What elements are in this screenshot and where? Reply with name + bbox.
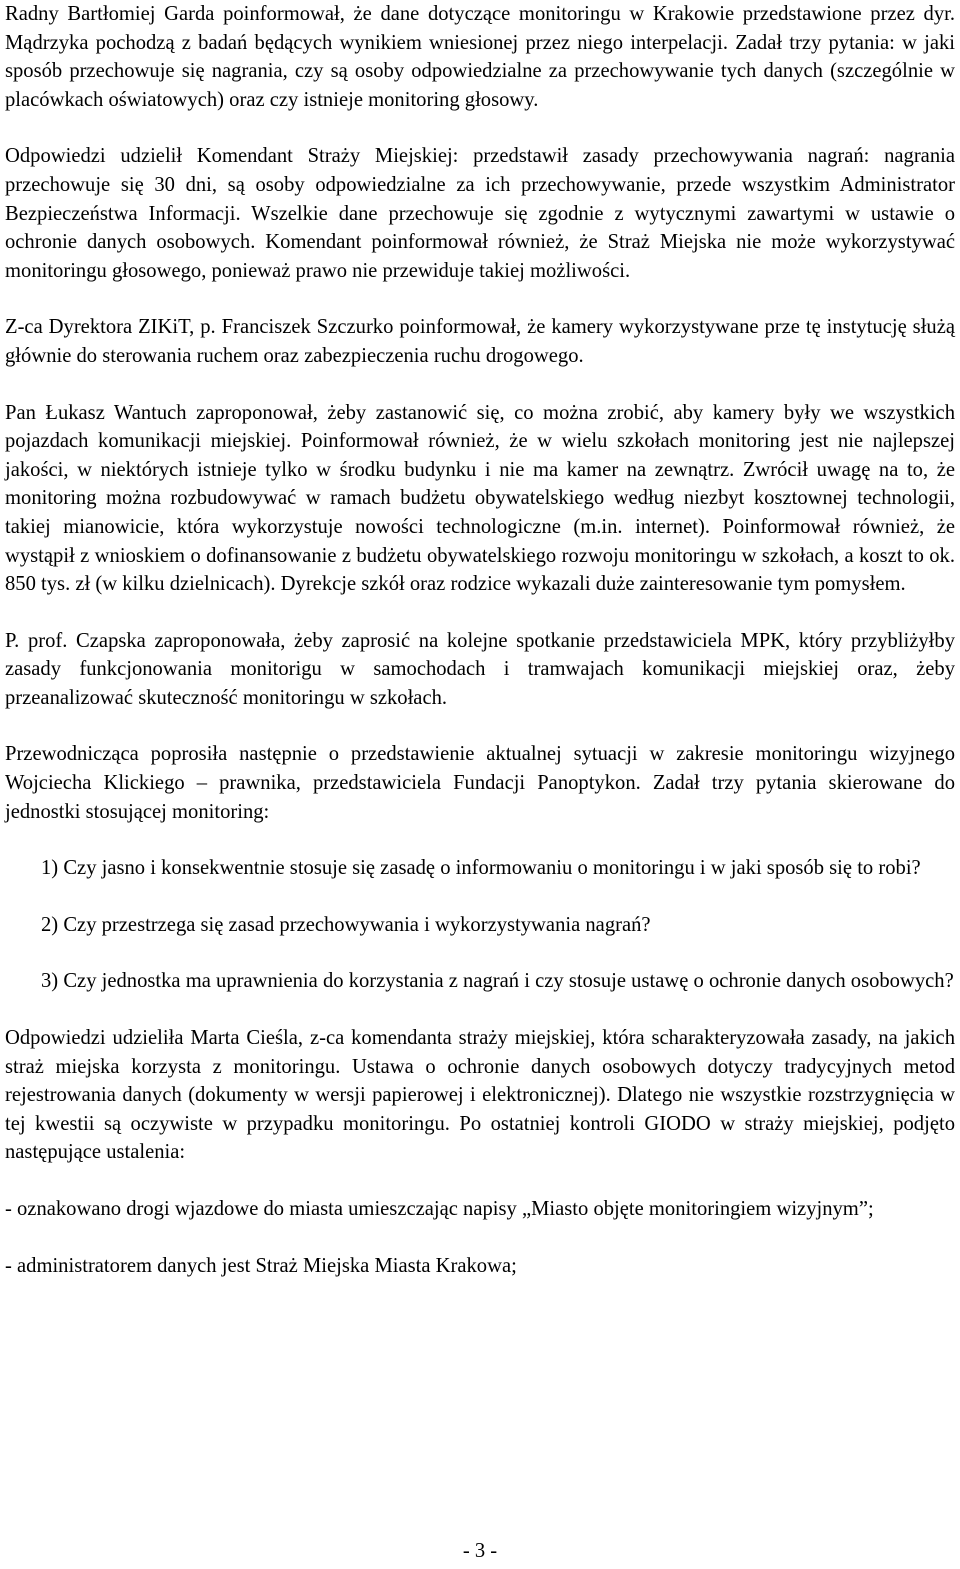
list-item-text: Czy przestrzega się zasad przechowywania i wykorzystywania nagrań? (63, 913, 651, 936)
questions-list (5, 854, 955, 996)
document-page (5, 0, 955, 1280)
list-item (5, 911, 955, 940)
list-item-number: 3) (41, 970, 59, 993)
paragraph-komendant: Odpowiedzi udzielił Komendant Straży Miejskiej: przedstawił zasady przechowywania nagrań: nagrania przechowuje się 30 dni, są osoby odpowiedzialne za ich przechowywanie, przede wszystkim Administrator Bezpieczeństwa Informacji. Wszelkie dane przechowuje się zgodnie z wytycznymi zawartymi w ustawie o ochronie danych osobowych. Komendant poinformował również, że Straż Miejska nie może wykorzystywać monitoringu głosowego, ponieważ prawo nie przewiduje takiej możliwości. (5, 145, 955, 282)
list-item-number: 1) (41, 857, 59, 880)
list-item-text: Czy jasno i konsekwentnie stosuje się zasadę o informowaniu o monitoringu i w jaki sposób się to robi? (63, 857, 921, 880)
list-item-number: 2) (41, 913, 59, 936)
list-item (5, 967, 955, 996)
bullet-administrator: - administratorem danych jest Straż Miejska Miasta Krakowa; (5, 1254, 517, 1277)
page-number: - 3 - (462, 1540, 498, 1562)
paragraph-przewodniczaca: Przewodnicząca poprosiła następnie o przedstawienie aktualnej sytuacji w zakresie monitoringu wizyjnego Wojciecha Klickiego – prawnika, przedstawiciela Fundacji Panoptykon. Zadał trzy pytania skierowane do jednostki stosującej monitoring: (5, 743, 955, 823)
paragraph-garda: Radny Bartłomiej Garda poinformował, że dane dotyczące monitoringu w Krakowie przedstawione przez dyr. Mądrzyka pochodzą z badań będących wynikiem wniesionej przez niego interpelacji. Zadał trzy pytania: w jaki sposób przechowuje się nagrania, czy są osoby odpowiedzialne za przechowywanie tych danych (szczególnie w placówkach oświatowych) oraz czy istnieje monitoring głosowy. (5, 3, 955, 111)
paragraph-ciesla: Odpowiedzi udzieliła Marta Cieśla, z-ca komendanta straży miejskiej, która scharakteryzowała zasady, na jakich straż miejska korzysta z monitoringu. Ustawa o ochronie danych osobowych dotyczy tradycyjnych metod rejestrowania danych (dokumenty w wersji papierowej i elektronicznej). Dlatego nie wszystkie rozstrzygnięcia w tej kwestii są oczywiste w przypadku monitoringu. Po ostatniej kontroli GIODO w straży miejskiej, podjęto następujące ustalenia: (5, 1027, 955, 1164)
bullet-oznakowano: - oznakowano drogi wjazdowe do miasta umieszczając napisy „Miasto objęte monitoringiem wizyjnym”; (5, 1198, 874, 1220)
list-item-text: Czy jednostka ma uprawnienia do korzystania z nagrań i czy stosuje ustawę o ochronie danych osobowych? (63, 970, 954, 993)
list-item (5, 854, 955, 883)
paragraph-szczurko: Z-ca Dyrektora ZIKiT, p. Franciszek Szczurko poinformował, że kamery wykorzystywane prze tę instytucję służą głównie do sterowania ruchem oraz zabezpieczenia ruchu drogowego. (5, 316, 955, 367)
paragraph-czapska: P. prof. Czapska zaproponowała, żeby zaprosić na kolejne spotkanie przedstawiciela MPK, który przybliżyłby zasady funkcjonowania monitorigu w samochodach i tramwajach komunikacji miejskiej oraz, żeby przeanalizować skuteczność monitoringu w szkołach. (5, 629, 955, 709)
paragraph-wantuch: Pan Łukasz Wantuch zaproponował, żeby zastanowić się, co można zrobić, aby kamery były we wszystkich pojazdach komunikacji miejskiej. Poinformował również, że w wielu szkołach monitoring jest nie najlepszej jakości, w niektórych istnieje tylko w środku budynku i nie ma kamer na zewnątrz. Zwrócił uwagę na to, że monitoring można rozbudowywać w ramach budżetu obywatelskiego według niezbyt kosztownej technologii, takiej mianowicie, która wykorzystuje nowości technologiczne (m.in. internet). Poinformował również, że wystąpił z wnioskiem o dofinansowanie z budżetu obywatelskiego rozwoju monitoringu w szkołach, a koszt to ok. 850 tys. zł (w kilku dzielnicach). Dyrekcje szkół oraz rodzice wykazali duże zainteresowanie tym pomysłem. (5, 401, 955, 596)
